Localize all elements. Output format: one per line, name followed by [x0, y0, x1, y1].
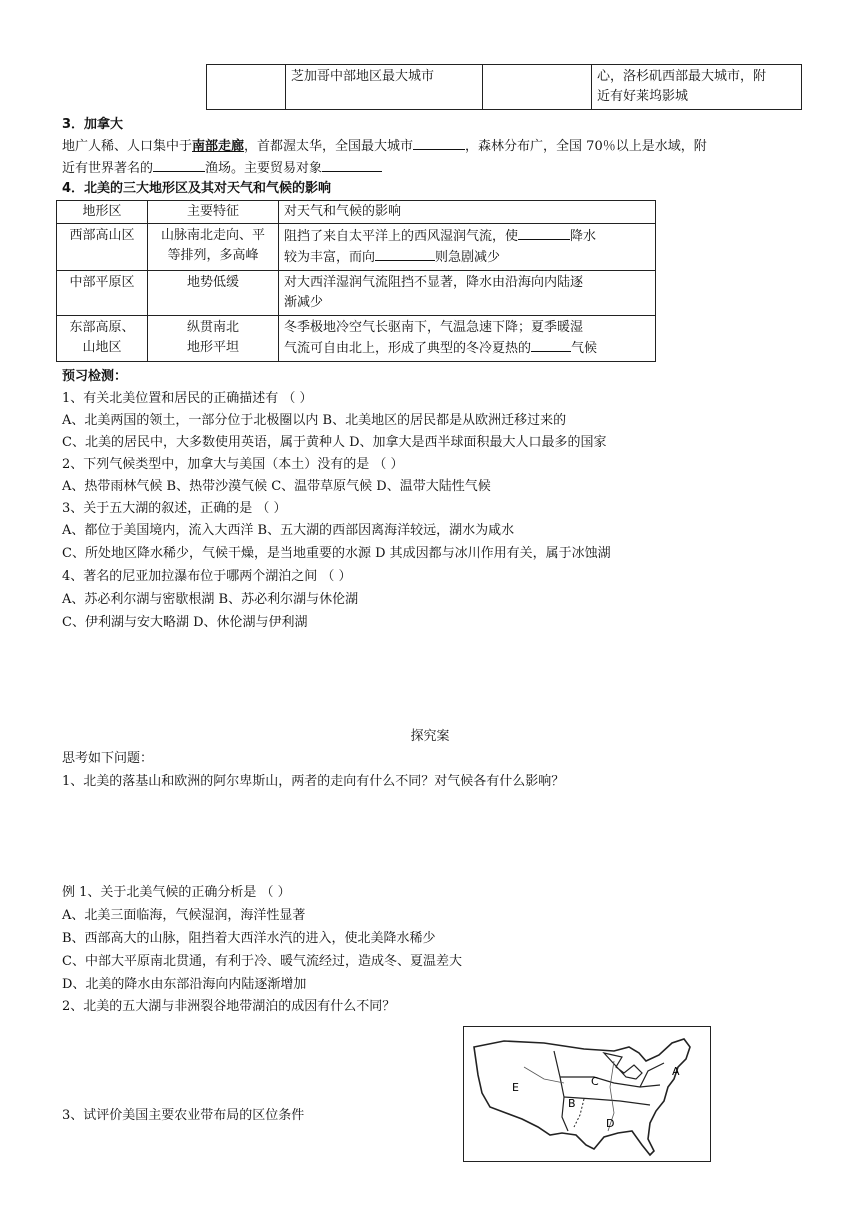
- canada-text-d: 近有世界著名的: [62, 161, 154, 176]
- map-label-e: E: [512, 1081, 519, 1094]
- preview-line: 1、有关北美位置和居民的正确描述有 （ ）: [62, 391, 313, 406]
- trade-partner-blank: [322, 158, 382, 172]
- top-table-cell-4-line1: 心，洛杉矶西部最大城市，附: [597, 69, 767, 84]
- map-label-a: A: [672, 1065, 680, 1078]
- preview-line: C、北美的居民中，大多数使用英语，属于黄种人 D、加拿大是西半球面积最大人口最多的国家: [62, 435, 607, 450]
- explore-question-3: 3、试评价美国主要农业带布局的区位条件: [62, 1108, 305, 1123]
- example-line: B、西部高大的山脉，阻挡着大西洋水汽的进入，使北美降水稀少: [62, 931, 436, 946]
- terrain-table: [56, 200, 656, 362]
- header-region: 地形区: [57, 201, 148, 224]
- top-table-cell-4: [592, 65, 802, 110]
- preview-line: 4、著名的尼亚加拉瀑布位于哪两个湖泊之间 （ ）: [62, 569, 352, 584]
- preview-line: A、北美两国的领土，一部分位于北极圈以内 B、北美地区的居民都是从欧洲迁移过来的: [62, 413, 567, 428]
- fishery-blank: [153, 158, 205, 172]
- blank-line: [375, 247, 435, 261]
- preview-line: 2、下列气候类型中，加拿大与美国（本土）没有的是 （ ）: [62, 457, 404, 472]
- table-row: [57, 271, 656, 316]
- belt-boundary: [554, 1051, 568, 1131]
- belt-boundary: [564, 1097, 650, 1105]
- canada-heading: 3．加拿大: [62, 117, 124, 132]
- top-table-cell-1: [207, 65, 286, 110]
- canada-line-2: [62, 158, 382, 178]
- example-line: A、北美三面临海，气候湿润，海洋性显著: [62, 908, 306, 923]
- blank-line: [518, 226, 570, 240]
- preview-line: A、都位于美国境内，流入大西洋 B、五大湖的西部因离海洋较远，湖水为咸水: [62, 523, 515, 538]
- header-effect: 对天气和气候的影响: [279, 201, 656, 224]
- example-line: 例 1、关于北美气候的正确分析是 （ ）: [62, 885, 291, 900]
- explore-question-1: 1、北美的落基山和欧洲的阿尔卑斯山，两者的走向有什么不同？对气候各有什么影响？: [62, 774, 565, 789]
- canada-text-e: 渔场。主要贸易对象: [205, 161, 323, 176]
- feature-cell: 纵贯南北 地形平坦: [148, 316, 279, 362]
- us-outline: [474, 1039, 690, 1155]
- effect-cell: 对大西洋湿润气流阻挡不显著，降水由沿海向内陆逐 渐减少: [279, 271, 656, 316]
- preview-line: A、苏必利尔湖与密歇根湖 B、苏必利尔湖与休伦湖: [62, 592, 359, 607]
- feature-cell: 地势低缓: [148, 271, 279, 316]
- region-cell: 中部平原区: [57, 271, 148, 316]
- header-feature: 主要特征: [148, 201, 279, 224]
- canada-line-1: [62, 136, 707, 156]
- preview-line: C、伊利湖与安大略湖 D、休伦湖与伊利湖: [62, 615, 308, 630]
- map-label-c: C: [591, 1075, 599, 1088]
- effect-cell: 阻挡了来自太平洋上的西风湿润气流，使 降水 较为丰富，而向 则急剧减少: [279, 224, 656, 271]
- top-table-cell-3: [483, 65, 592, 110]
- example-line: C、中部大平原南北贯通，有利于冷、暖气流经过，造成冬、夏温差大: [62, 954, 462, 969]
- map-label-b: B: [568, 1097, 576, 1110]
- southern-corridor-emphasis: 南部走廊: [192, 139, 245, 154]
- feature-cell: 山脉南北走向、平 等排列，多高峰: [148, 224, 279, 271]
- explore-title: 探究案: [410, 729, 450, 744]
- belt-boundary: [640, 1063, 664, 1087]
- terrain-heading: 4．北美的三大地形区及其对天气和气候的影响: [62, 181, 332, 196]
- great-lakes: [604, 1053, 642, 1079]
- effect-cell: 冬季极地冷空气长驱南下，气温急速下降；夏季暖湿 气流可自由北上，形成了典型的冬冷夏热的 气候: [279, 316, 656, 362]
- preview-line: A、热带雨林气候 B、热带沙漠气候 C、温带草原气候 D、温带大陆性气候: [62, 479, 491, 494]
- region-cell: 西部高山区: [57, 224, 148, 271]
- preview-line: C、所处地区降水稀少，气候干燥，是当地重要的水源 D 其成因都与冰川作用有关，属于冰蚀湖: [62, 546, 611, 561]
- preview-line: 3、关于五大湖的叙述，正确的是 （ ）: [62, 501, 287, 516]
- largest-city-blank: [413, 136, 465, 150]
- region-cell: 东部高原、 山地区: [57, 316, 148, 362]
- explore-intro: 思考如下问题：: [62, 751, 154, 766]
- example-line: 2、北美的五大湖与非洲裂谷地带湖泊的成因有什么不同？: [62, 999, 396, 1014]
- canada-text-c: ，森林分布广，全国 70％以上是水域，附: [465, 139, 707, 154]
- canada-text-a: 地广人稀、人口集中于: [62, 139, 193, 154]
- us-map-figure: [463, 1026, 711, 1162]
- map-label-d: D: [606, 1117, 615, 1130]
- top-table-cell-2: 芝加哥中部地区最大城市: [286, 65, 483, 110]
- us-map-svg: [464, 1027, 710, 1161]
- top-table: [206, 64, 802, 110]
- canada-text-b: ，首都渥太华，全国最大城市: [244, 139, 414, 154]
- table-row: [57, 316, 656, 362]
- blank-line: [531, 338, 571, 352]
- table-row: [57, 224, 656, 271]
- preview-heading: 预习检测：: [62, 369, 128, 384]
- example-line: D、北美的降水由东部沿海向内陆逐渐增加: [62, 977, 307, 992]
- top-table-cell-4-line2: 近有好莱坞影城: [597, 89, 689, 104]
